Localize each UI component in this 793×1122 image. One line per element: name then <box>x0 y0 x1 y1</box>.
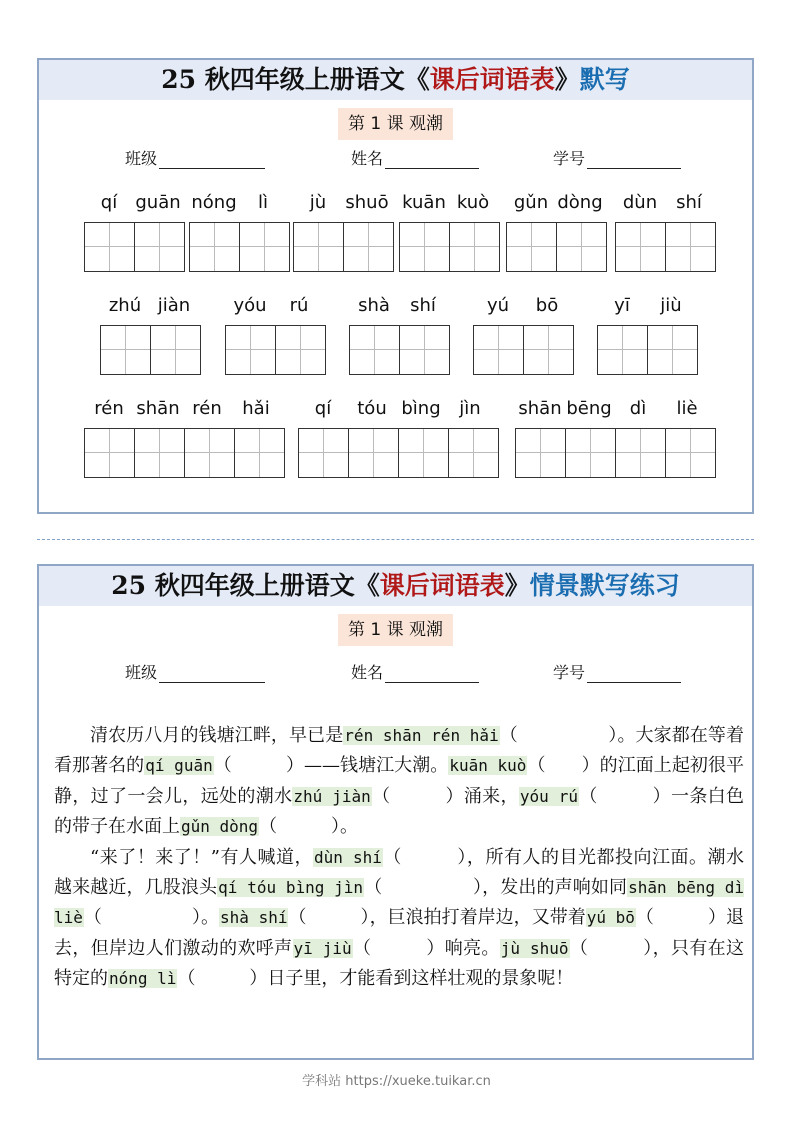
word-grid[interactable] <box>298 398 495 478</box>
pinyin-syllable: yú <box>486 295 510 316</box>
pinyin-prompt: yī jiù <box>293 938 352 958</box>
tianzige-boxes <box>615 222 716 272</box>
pinyin-syllable: guān <box>135 192 181 213</box>
passage-text: （ ）——钱塘江大潮。 <box>213 755 449 777</box>
pinyin-line <box>84 192 183 218</box>
pinyin-syllable: jìn <box>459 398 481 419</box>
writing-box[interactable] <box>666 429 716 477</box>
pinyin-line <box>597 295 696 321</box>
writing-box[interactable] <box>294 223 344 271</box>
writing-box[interactable] <box>299 429 349 477</box>
writing-box[interactable] <box>240 223 290 271</box>
pinyin-line <box>100 295 199 321</box>
writing-box[interactable] <box>135 429 185 477</box>
section-divider <box>37 539 754 540</box>
word-grid[interactable] <box>293 192 392 272</box>
tianzige-boxes <box>293 222 394 272</box>
pinyin-prompt: yú bō <box>586 908 635 928</box>
word-grid[interactable] <box>515 398 712 478</box>
pinyin-syllable: rén <box>192 398 222 419</box>
writing-box[interactable] <box>400 223 450 271</box>
word-grid[interactable] <box>615 192 714 272</box>
tianzige-boxes <box>189 222 290 272</box>
passage-text: （ ），只有在这特定的 <box>54 937 745 990</box>
writing-box[interactable] <box>190 223 240 271</box>
tianzige-boxes <box>515 428 716 478</box>
writing-box[interactable] <box>666 223 716 271</box>
word-grid[interactable] <box>225 295 324 375</box>
pinyin-prompt: rén shān rén hǎi <box>344 726 499 745</box>
writing-box[interactable] <box>507 223 557 271</box>
passage-text: （ ）。 <box>83 907 220 929</box>
word-grid[interactable] <box>473 295 572 375</box>
writing-box[interactable] <box>226 326 276 374</box>
pinyin-prompt: shà shí <box>220 908 288 928</box>
pinyin-syllable: yóu <box>233 295 267 316</box>
pinyin-line <box>615 192 714 218</box>
writing-box[interactable] <box>344 223 394 271</box>
writing-box[interactable] <box>85 223 135 271</box>
pinyin-syllable: tóu <box>357 398 387 419</box>
writing-box[interactable] <box>516 429 566 477</box>
passage-text: （ ），发出的声响如同 <box>364 877 628 899</box>
pinyin-syllable: shuō <box>345 192 389 213</box>
writing-box[interactable] <box>151 326 201 374</box>
passage-text: （ ）涌来， <box>371 785 519 807</box>
tianzige-boxes <box>473 325 574 375</box>
pinyin-syllable: bìng <box>401 398 441 419</box>
passage-text: 清农历八月的钱塘江畔，早已是 <box>90 725 344 746</box>
word-grid[interactable] <box>84 398 281 478</box>
pinyin-prompt: qí guān <box>145 756 213 776</box>
passage-text: （ ）。大家都在等着看那著名的 <box>54 725 745 777</box>
writing-box[interactable] <box>101 326 151 374</box>
pinyin-syllable: liè <box>676 398 698 419</box>
pinyin-prompt: zhú jiàn <box>293 786 371 806</box>
pinyin-syllable: bēng <box>566 398 612 419</box>
writing-box[interactable] <box>450 223 500 271</box>
pinyin-syllable: kuān <box>402 192 446 213</box>
worksheet-title: 25 秋四年级上册语文《课后词语表》默写 <box>39 60 752 100</box>
pinyin-prompt: jù shuō <box>500 938 569 958</box>
dictation-panel <box>37 58 754 514</box>
pinyin-line <box>515 398 712 424</box>
writing-box[interactable] <box>400 326 450 374</box>
pinyin-syllable: shān <box>518 398 562 419</box>
pinyin-syllable: dùn <box>622 192 658 213</box>
passage-text: （ ）响亮。 <box>352 937 500 959</box>
writing-box[interactable] <box>350 326 400 374</box>
writing-box[interactable] <box>616 223 666 271</box>
writing-box[interactable] <box>449 429 499 477</box>
pinyin-line <box>298 398 495 424</box>
pinyin-line <box>506 192 605 218</box>
student-info-2 <box>39 654 752 684</box>
pinyin-syllable: yī <box>614 295 630 316</box>
word-grid[interactable] <box>399 192 498 272</box>
writing-box[interactable] <box>135 223 185 271</box>
pinyin-prompt: kuān kuò <box>449 756 527 776</box>
writing-box[interactable] <box>566 429 616 477</box>
pinyin-syllable: shà <box>358 295 390 316</box>
pinyin-syllable: shí <box>410 295 436 316</box>
word-grid[interactable] <box>100 295 199 375</box>
tianzige-boxes <box>100 325 201 375</box>
word-grid[interactable] <box>189 192 288 272</box>
tianzige-boxes <box>399 222 500 272</box>
passage-text: （ ）日子里，才能看到这样壮观的景象呢！ <box>177 968 574 990</box>
lesson-title: 第 1 课 观潮 <box>338 108 453 140</box>
word-grid[interactable] <box>506 192 605 272</box>
passage-text: （ ）退去，但岸边人们激动的欢呼声 <box>54 907 745 959</box>
writing-box[interactable] <box>399 429 449 477</box>
tianzige-boxes <box>84 428 285 478</box>
writing-box[interactable] <box>276 326 326 374</box>
passage-text: （ ）的江面上起初很平静，过了一会儿，远处的潮水 <box>54 755 744 807</box>
tianzige-boxes <box>506 222 607 272</box>
pinyin-prompt: nóng lì <box>109 969 177 989</box>
pinyin-prompt: qí tóu bìng jìn <box>218 878 364 898</box>
writing-box[interactable] <box>616 429 666 477</box>
pinyin-syllable: shān <box>136 398 180 419</box>
lesson-title-2: 第 1 课 观潮 <box>338 614 453 646</box>
word-grid[interactable] <box>349 295 448 375</box>
passage-text: “来了！来了！”有人喊道， <box>90 846 313 868</box>
writing-box[interactable] <box>557 223 607 271</box>
paragraph-1 <box>54 721 744 843</box>
tianzige-boxes <box>225 325 326 375</box>
pinyin-syllable: nóng <box>191 192 237 213</box>
writing-box[interactable] <box>235 429 285 477</box>
name-field[interactable]: 姓名 <box>351 146 479 169</box>
tianzige-boxes <box>597 325 698 375</box>
pinyin-syllable: rú <box>289 295 309 316</box>
pinyin-syllable: jiàn <box>157 295 191 316</box>
pinyin-syllable: hǎi <box>242 398 270 419</box>
pinyin-line <box>225 295 324 321</box>
passage-text: （ ）一条白色的带子在水面上 <box>54 785 745 838</box>
student-id-field-2[interactable]: 学号 <box>553 660 681 683</box>
writing-box[interactable] <box>474 326 524 374</box>
pinyin-syllable: qí <box>100 192 118 213</box>
pinyin-line <box>189 192 288 218</box>
pinyin-line <box>473 295 572 321</box>
writing-box[interactable] <box>185 429 235 477</box>
paragraph-2 <box>54 843 744 995</box>
passage-text: （ ）。 <box>259 816 359 838</box>
writing-box[interactable] <box>524 326 574 374</box>
pinyin-line <box>399 192 498 218</box>
pinyin-syllable: gǔn <box>513 192 549 213</box>
pinyin-syllable: shí <box>676 192 702 213</box>
pinyin-line <box>349 295 448 321</box>
name-field-2[interactable]: 姓名 <box>351 660 479 683</box>
pinyin-line <box>84 398 281 424</box>
pinyin-prompt: yóu rú <box>519 786 578 806</box>
class-field[interactable]: 班级 <box>125 146 265 169</box>
word-grid[interactable] <box>597 295 696 375</box>
passage-text: （ ），巨浪拍打着岸边，又带着 <box>288 907 586 929</box>
word-grid[interactable] <box>84 192 183 272</box>
pinyin-syllable: qí <box>314 398 332 419</box>
student-id-field[interactable]: 学号 <box>553 146 681 169</box>
class-field-2[interactable]: 班级 <box>125 660 265 683</box>
writing-box[interactable] <box>85 429 135 477</box>
pinyin-syllable: bō <box>535 295 559 316</box>
pinyin-syllable: kuò <box>456 192 490 213</box>
pinyin-prompt: shān bēng dì liè <box>54 878 745 928</box>
tianzige-boxes <box>298 428 499 478</box>
pinyin-syllable: lì <box>257 192 268 213</box>
footer-source: 学科站 https://xueke.tuikar.cn <box>302 1074 491 1089</box>
pinyin-syllable: dì <box>629 398 647 419</box>
passage-text: （ ），所有人的目光都投向江面。潮水越来越近，几股浪头 <box>54 846 744 899</box>
pinyin-syllable: jiù <box>660 295 682 316</box>
student-info <box>39 140 752 170</box>
pinyin-line <box>293 192 392 218</box>
pinyin-syllable: rén <box>94 398 124 419</box>
context-dictation-panel <box>37 564 754 1060</box>
pinyin-prompt: gǔn dòng <box>181 817 259 837</box>
writing-box[interactable] <box>648 326 698 374</box>
passage <box>54 721 744 995</box>
pinyin-prompt: dùn shí <box>313 847 382 867</box>
writing-box[interactable] <box>349 429 399 477</box>
pinyin-syllable: dòng <box>557 192 603 213</box>
writing-box[interactable] <box>598 326 648 374</box>
pinyin-syllable: zhú <box>108 295 142 316</box>
tianzige-boxes <box>84 222 185 272</box>
pinyin-syllable: jù <box>309 192 327 213</box>
tianzige-boxes <box>349 325 450 375</box>
worksheet-title-2: 25 秋四年级上册语文《课后词语表》情景默写练习 <box>39 566 752 606</box>
